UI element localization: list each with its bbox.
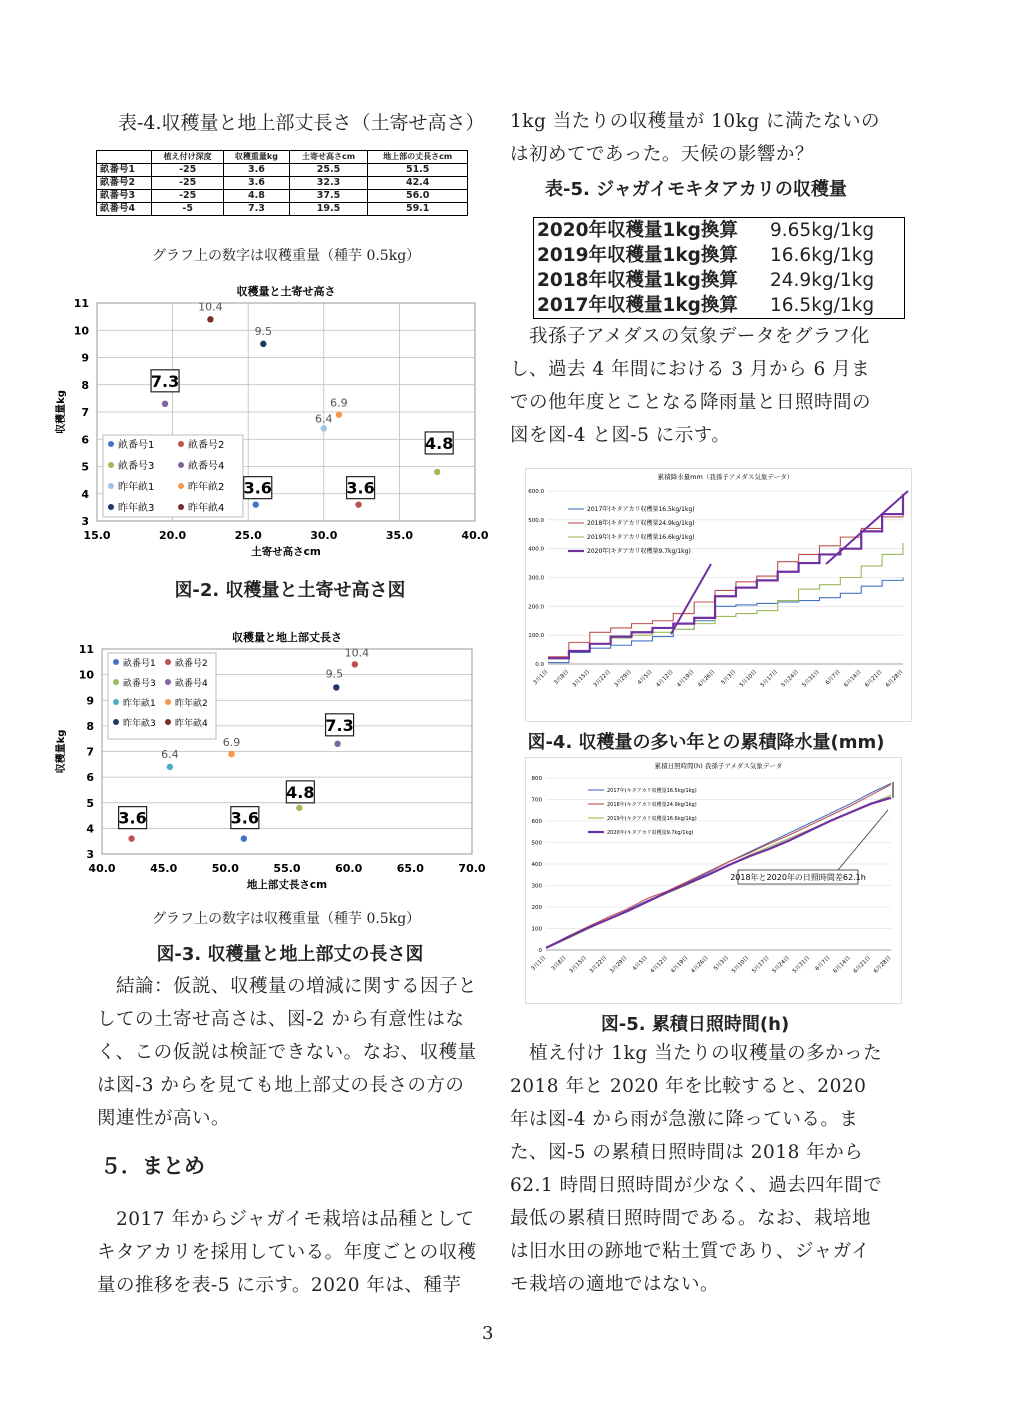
- y-tick-label: 3: [86, 848, 94, 861]
- table5-value: 16.6kg/1kg: [770, 245, 875, 266]
- legend-marker: [165, 719, 171, 725]
- table-cell: 56.0: [368, 190, 468, 203]
- y-tick-label: 6: [86, 771, 94, 785]
- y-tick-label: 500: [531, 840, 542, 847]
- y-tick-label: 300.0: [528, 575, 544, 582]
- legend-entry: 昨年畝4: [188, 503, 225, 514]
- x-tick-label: 4月5日: [636, 669, 654, 687]
- y-tick-label: 10: [73, 324, 89, 338]
- table-cell: -5: [152, 203, 224, 216]
- data-label: 3.6: [118, 808, 147, 828]
- x-tick-label: 5月3日: [720, 669, 738, 687]
- table5-title: 表-5. ジャガイモキタアカリの収穫量: [545, 179, 847, 200]
- x-tick-label: 4月19日: [676, 669, 696, 689]
- y-tick-label: 600.0: [528, 489, 544, 495]
- legend-marker: [113, 679, 119, 685]
- y-tick-label: 11: [73, 297, 89, 310]
- x-tick-label: 30.0: [310, 529, 338, 542]
- legend-entry: 畝番号4: [175, 679, 208, 689]
- x-tick-label: 15.0: [83, 529, 111, 542]
- legend-entry: 昨年畝3: [118, 503, 155, 514]
- data-point: [352, 661, 358, 667]
- table5-label: 2019年収穫量1kg換算: [537, 245, 738, 266]
- series-line: [548, 543, 903, 658]
- data-point: [434, 469, 440, 475]
- fig3-chart: [50, 622, 500, 896]
- table-cell: 畝番号4: [97, 203, 152, 216]
- table-cell: 51.5: [368, 164, 468, 177]
- x-tick-label: 20.0: [159, 529, 187, 542]
- table5-value: 16.5kg/1kg: [770, 295, 875, 316]
- right-paragraph: 植え付け 1kg 当たりの収穫量の多かった 2018 年と 2020 年を比較すると、2020 年は図-4 から雨が急激に降っている。また、図-5 の累積日照時間は 2018 年から 62.1 時間日照時間が少なく、過去四年間で最低の累積日照時間である。なお、栽培地は旧水田の跡地で粘土質であり、ジャガイモ栽培の適地ではない。: [510, 1043, 883, 1295]
- x-tick-label: 3月15日: [571, 669, 592, 689]
- x-tick-label: 6月7日: [814, 955, 832, 973]
- x-tick-label: 6月14日: [843, 669, 863, 689]
- legend-marker: [178, 483, 184, 489]
- table5-value: 9.65kg/1kg: [770, 220, 875, 241]
- legend-entry: 2020年(キタアカリ収穫量9.7kg/1kg): [607, 830, 694, 836]
- table-cell: -25: [152, 177, 224, 190]
- x-tick-label: 4月12日: [655, 669, 675, 689]
- y-tick-label: 200.0: [528, 604, 544, 611]
- data-point: [260, 341, 266, 347]
- data-label: 6.9: [222, 736, 241, 750]
- legend-marker: [108, 504, 114, 510]
- legend-entry: 昨年畝1: [123, 699, 156, 709]
- y-tick-label: 5: [81, 460, 89, 474]
- legend-marker: [178, 504, 184, 510]
- legend-entry: 2018年(キタアカリ収穫量24.9kg/1kg): [587, 520, 695, 527]
- y-tick-label: 9: [86, 694, 94, 708]
- table5-label: 2018年収穫量1kg換算: [537, 270, 738, 291]
- chart-title: 収穫量と土寄せ高さ: [236, 285, 336, 298]
- x-axis-label: 土寄せ高さcm: [251, 546, 321, 558]
- data-point: [336, 412, 342, 418]
- x-tick-label: 55.0: [273, 862, 301, 875]
- table-cell: 3.6: [224, 164, 290, 177]
- table4-title: 表-4.収穫量と地上部丈長さ（土寄せ高さ）: [118, 112, 485, 134]
- x-tick-label: 5月24日: [771, 955, 791, 975]
- legend-entry: 畝番号1: [123, 659, 156, 669]
- table4-header: 土寄せ高さcm: [289, 151, 368, 164]
- table-row: [97, 177, 468, 190]
- fig4-caption: 図-4. 収穫量の多い年との累積降水量(mm): [527, 732, 885, 753]
- data-label: 10.4: [344, 646, 370, 660]
- legend-entry: 畝番号2: [188, 440, 225, 451]
- table5: [533, 217, 905, 319]
- x-tick-label: 5月10日: [730, 955, 751, 975]
- y-tick-label: 100.0: [528, 633, 544, 640]
- data-label: 9.5: [325, 667, 344, 681]
- graph-note: グラフ上の数字は収穫重量（種芋 0.5kg）: [152, 911, 421, 927]
- y-tick-label: 5: [86, 796, 94, 810]
- legend-entry: 2019年(キタアカリ収穫量16.6kg/1kg): [607, 816, 697, 822]
- legend-entry: 畝番号3: [123, 679, 156, 689]
- legend-entry: 昨年畝3: [123, 719, 156, 729]
- table4: [96, 150, 468, 216]
- y-tick-label: 8: [81, 378, 89, 392]
- data-point: [128, 835, 134, 841]
- fig2-caption: 図-2. 収穫量と土寄せ高さ図: [174, 580, 406, 601]
- x-tick-label: 6月21日: [864, 669, 884, 689]
- x-tick-label: 6月7日: [824, 669, 842, 687]
- page-number: 3: [482, 1323, 494, 1344]
- x-tick-label: 6月21日: [852, 955, 873, 975]
- x-tick-label: 5月10日: [738, 669, 759, 689]
- x-tick-label: 4月19日: [670, 955, 690, 975]
- table-cell: 37.5: [289, 190, 368, 203]
- graph-note: グラフ上の数字は収穫重量（種芋 0.5kg）: [152, 248, 421, 264]
- x-tick-label: 3月15日: [568, 955, 589, 975]
- table-cell: 畝番号3: [97, 190, 152, 203]
- table-cell: 7.3: [224, 203, 290, 216]
- y-tick-label: 4: [86, 822, 94, 836]
- y-tick-label: 10: [78, 668, 94, 682]
- data-label: 6.9: [330, 396, 348, 410]
- table-row: [534, 243, 904, 268]
- table-cell: 32.3: [289, 177, 368, 190]
- y-tick-label: 400: [531, 862, 542, 868]
- y-axis-label: 収穫量kg: [56, 390, 67, 434]
- y-tick-label: 200: [531, 905, 542, 911]
- x-tick-label: 4月26日: [697, 669, 717, 689]
- y-tick-label: 4: [81, 487, 89, 501]
- data-point: [333, 684, 339, 690]
- table-cell: 25.5: [289, 164, 368, 177]
- data-point: [253, 501, 259, 507]
- right-paragraph: 我孫子アメダスの気象データをグラフ化し、過去 4 年間における 3 月から 6 月までの他年度とことなる降雨量と日照時間の図を図-4 と図-5 に示す。: [510, 326, 872, 446]
- x-tick-label: 3月22日: [592, 669, 613, 689]
- right-paragraph: 1kg 当たりの収穫量が 10kg に満たないのは初めてであった。天候の影響か？: [510, 111, 881, 165]
- x-tick-label: 6月28日: [884, 669, 905, 689]
- x-tick-label: 50.0: [211, 862, 239, 875]
- y-tick-label: 3: [81, 515, 89, 528]
- x-tick-label: 5月31日: [791, 955, 812, 975]
- data-point: [241, 835, 247, 841]
- x-tick-label: 5月17日: [759, 669, 780, 689]
- table-cell: 3.6: [224, 177, 290, 190]
- data-label: 6.4: [315, 412, 333, 426]
- y-tick-label: 9: [81, 351, 89, 365]
- x-tick-label: 3月29日: [609, 955, 629, 975]
- legend-entry: 2019年(キタアカリ収穫量16.6kg/1kg): [587, 534, 695, 541]
- table-row: [534, 293, 904, 318]
- data-point: [355, 501, 361, 507]
- legend-marker: [165, 699, 171, 705]
- y-tick-label: 800: [531, 776, 542, 782]
- legend-entry: 畝番号4: [188, 461, 225, 472]
- y-tick-label: 7: [81, 406, 89, 419]
- trend-line: [826, 491, 908, 564]
- x-tick-label: 25.0: [234, 529, 262, 542]
- legend-marker: [165, 659, 171, 665]
- x-tick-label: 40.0: [88, 862, 116, 875]
- x-tick-label: 35.0: [385, 529, 413, 542]
- x-tick-label: 3月8日: [553, 669, 571, 687]
- data-label: 3.6: [230, 808, 260, 828]
- legend-marker: [178, 441, 184, 447]
- x-tick-label: 5月31日: [801, 669, 821, 689]
- table-row: [97, 203, 468, 216]
- legend-marker: [108, 483, 114, 489]
- legend-entry: 2020年(キタアカリ収穫量9.7kg/1kg): [587, 548, 691, 555]
- table-row: [97, 190, 468, 203]
- x-tick-label: 5月24日: [780, 669, 801, 689]
- table-cell: -25: [152, 190, 224, 203]
- y-tick-label: 6: [81, 433, 89, 447]
- legend-marker: [108, 462, 114, 468]
- legend-entry: 2017年(キタアカリ収穫量16.5kg/1kg): [607, 788, 697, 794]
- summary-paragraph: 2017 年からジャガイモ栽培は品種としてキタアカリを採用している。年度ごとの収穫量の推移を表-5 に示す。2020 年は、種芋: [97, 1209, 477, 1296]
- data-label: 4.8: [286, 782, 315, 802]
- table-cell: -25: [152, 164, 224, 177]
- annotation-text: 2018年と2020年の日照時間差62.1h: [730, 873, 866, 882]
- data-label: 10.4: [198, 300, 223, 314]
- legend-entry: 畝番号1: [118, 440, 155, 451]
- y-tick-label: 0.0: [535, 662, 544, 668]
- table-cell: 42.4: [368, 177, 468, 190]
- table4-header: 収穫重量kg: [224, 151, 290, 164]
- data-point: [207, 316, 213, 322]
- x-tick-label: 6月14日: [832, 955, 852, 975]
- table-cell: 59.1: [368, 203, 468, 216]
- y-tick-label: 100: [531, 926, 542, 933]
- fig5-caption: 図-5. 累積日照時間(h): [600, 1014, 790, 1035]
- table4-header: 植え付け深度: [152, 151, 224, 164]
- x-tick-label: 60.0: [335, 862, 363, 875]
- data-point: [162, 401, 168, 407]
- legend-marker: [113, 719, 119, 725]
- table-row: [534, 218, 904, 243]
- x-tick-label: 3月22日: [588, 955, 609, 975]
- table5-label: 2020年収穫量1kg換算: [537, 220, 738, 241]
- table5-label: 2017年収穫量1kg換算: [537, 295, 738, 316]
- legend-entry: 昨年畝2: [188, 482, 225, 493]
- x-tick-label: 6月28日: [872, 955, 893, 975]
- section-heading: ５．まとめ: [100, 1153, 205, 1178]
- fig3-caption: 図-3. 収穫量と地上部丈の長さ図: [156, 944, 424, 965]
- legend-marker: [178, 462, 184, 468]
- x-tick-label: 40.0: [461, 529, 489, 542]
- legend-entry: 昨年畝1: [118, 482, 155, 493]
- chart-title: 収穫量と地上部丈長さ: [232, 631, 342, 644]
- y-axis-label: 収穫量kg: [56, 729, 67, 774]
- data-point: [228, 751, 234, 757]
- table-cell: 畝番号2: [97, 177, 152, 190]
- legend-marker: [113, 659, 119, 665]
- x-tick-label: 5月17日: [751, 955, 771, 975]
- annotation-arrow: [838, 810, 888, 870]
- fig5-chart: [525, 757, 902, 1004]
- y-tick-label: 11: [78, 643, 94, 656]
- y-tick-label: 7: [86, 745, 94, 759]
- data-label: 3.6: [243, 478, 272, 498]
- fig2-chart: [50, 275, 500, 565]
- x-tick-label: 70.0: [458, 862, 486, 875]
- data-label: 7.3: [150, 371, 180, 391]
- x-tick-label: 3月8日: [550, 955, 568, 973]
- y-tick-label: 400.0: [528, 546, 544, 553]
- y-tick-label: 700: [531, 797, 542, 804]
- table-cell: 19.5: [289, 203, 368, 216]
- legend-marker: [108, 441, 114, 447]
- table-cell: 4.8: [224, 190, 290, 203]
- y-tick-label: 0: [538, 948, 542, 954]
- x-tick-label: 45.0: [150, 862, 178, 875]
- x-tick-label: 4月5日: [631, 955, 649, 973]
- data-point: [321, 425, 327, 431]
- data-point: [167, 764, 173, 770]
- data-label: 6.4: [161, 747, 179, 761]
- legend-marker: [165, 679, 171, 685]
- x-tick-label: 4月26日: [690, 955, 710, 975]
- table4-header: [97, 151, 152, 164]
- x-tick-label: 65.0: [396, 862, 424, 875]
- legend-marker: [113, 699, 119, 705]
- x-tick-label: 3月1日: [530, 955, 548, 973]
- data-label: 4.8: [425, 433, 454, 453]
- legend-entry: 畝番号2: [175, 659, 208, 669]
- y-tick-label: 600: [531, 819, 542, 825]
- table-row: [534, 268, 904, 293]
- data-label: 3.6: [346, 478, 375, 498]
- table4-header: 地上部の丈長さcm: [368, 151, 468, 164]
- table-row: [97, 164, 468, 177]
- legend-entry: 昨年畝2: [175, 699, 208, 709]
- data-label: 7.3: [325, 715, 354, 735]
- x-tick-label: 3月29日: [613, 669, 633, 689]
- y-tick-label: 300: [531, 883, 542, 890]
- data-point: [334, 741, 340, 747]
- x-tick-label: 4月12日: [649, 955, 670, 975]
- x-axis-label: 地上部丈長さcm: [246, 879, 328, 891]
- data-point: [296, 805, 302, 811]
- legend-entry: 畝番号3: [118, 461, 155, 472]
- legend-entry: 昨年畝4: [175, 719, 208, 729]
- y-tick-label: 8: [86, 719, 94, 733]
- table-cell: 畝番号1: [97, 164, 152, 177]
- legend-entry: 2018年(キタアカリ収穫量24.9kg/1kg): [607, 802, 697, 808]
- fig4-chart: [525, 468, 912, 722]
- chart-title: 累積降水量mm（我孫子アメダス気象データ）: [657, 473, 794, 481]
- chart-title: 累積日照時間(h) 我孫子アメダス気象データ: [654, 762, 783, 770]
- series-line: [548, 494, 903, 658]
- legend-entry: 2017年(キタアカリ収穫量16.5kg/1kg): [587, 506, 695, 513]
- y-tick-label: 500.0: [528, 517, 544, 524]
- table5-value: 24.9kg/1kg: [770, 270, 875, 291]
- conclusion-paragraph: 結論：仮説、収穫量の増減に関する因子としての土寄せ高さは、図-2 から有意性はなく、この仮説は検証できない。なお、収穫量は図-3 からを見ても地上部丈の長さの方の関連性が高い。: [97, 976, 478, 1129]
- x-tick-label: 5月3日: [713, 955, 731, 973]
- data-label: 9.5: [254, 324, 273, 338]
- x-tick-label: 3月1日: [532, 669, 550, 687]
